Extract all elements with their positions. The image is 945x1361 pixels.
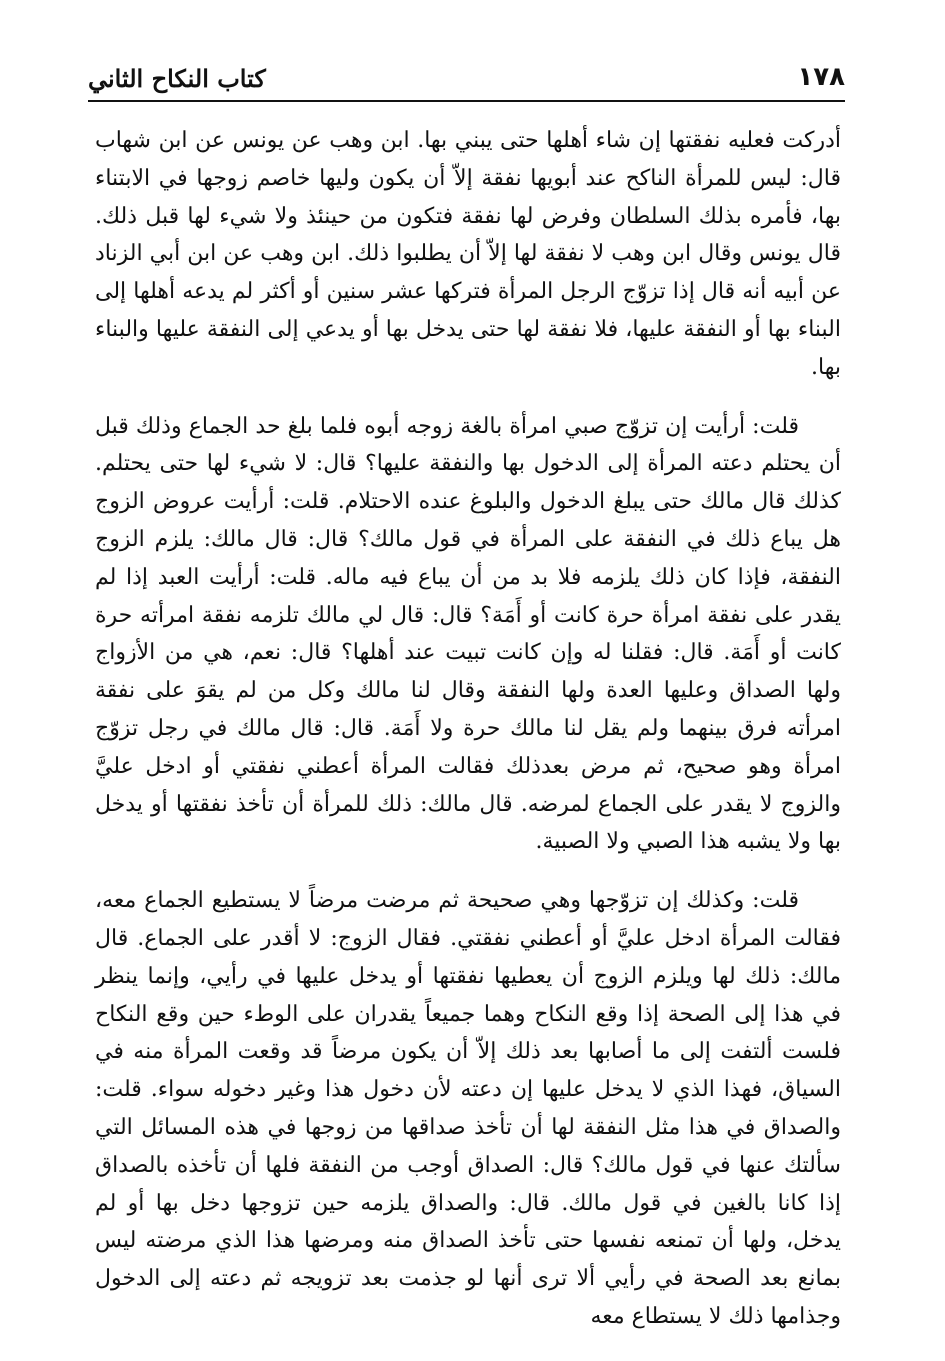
header-rule <box>88 100 845 102</box>
paragraph-3: قلت: وكذلك إن تزوّجها وهي صحيحة ثم مرضت مرضاً لا يستطيع الجماع معه، فقالت المرأة ادخل عليَّ أو أعطني نفقتي. فقال الزوج: لا أقدر على الجماع. قال مالك: ذلك لها ويلزم الزوج أن يعطيها نفقتها أو يدخل عليها في رأيي، وإنما ينظر في هذا إلى الصحة إذا وقع النكاح وهما جميعاً يقدران على الوطء حين وقع النكاح فلست ألتفت إلى ما أصابها بعد ذلك إلاّ أن يكون مرضاً قد وقعت المرأة منه في السياق، فهذا الذي لا يدخل عليها إن دعته لأن دخول هذا وغير دخوله سواء. قلت: والصداق في هذا مثل النفقة لها أن تأخذ صداقها من زوجها في هذه المسائل التي سألتك عنها في قول مالك؟ قال: الصداق أوجب من النفقة فلها أن تأخذه بالصداق إذا كانا بالغين في قول مالك. قال: والصداق يلزمه حين تزوجها دخل بها أو لم يدخل، ولها أن تمنعه نفسها حتى تأخذ الصداق منه ومرضها هذا الذي مرضته ليس بمانع بعد الصحة في رأيي ألا ترى أنها لو جذمت بعد تزويجه ثم دعته إلى الدخول وجذامها ذلك لا يستطاع معه <box>95 888 841 1329</box>
paragraph-gap <box>95 387 841 408</box>
page-header <box>88 58 845 98</box>
paragraph-1: أدركت فعليه نفقتها إن شاء أهلها حتى يبني بها. ابن وهب عن يونس عن ابن شهاب قال: ليس للمرأة الناكح عند أبويها نفقة إلاّ أن يكون وليها خاصم زوجها في الابتناء بها، فأمره بذلك السلطان وفرض لها نفقة فتكون من حينئذ ولا شيء لها قبل ذلك. قال يونس وقال ابن وهب لا نفقة لها إلاّ أن يطلبوا ذلك. ابن وهب عن ابن أبي الزناد عن أبيه أنه قال إذا تزوّج الرجل المرأة فتركها عشر سنين أو أكثر لم يدعه أهلها إلى البناء بها أو النفقة عليها، فلا نفقة لها حتى يدخل بها أو يدعي إلى النفقة عليها والبناء بها. <box>95 128 841 380</box>
running-title: كتاب النكاح الثاني <box>88 64 266 93</box>
page-number: ١٧٨ <box>797 62 845 92</box>
paragraph-gap <box>95 861 841 882</box>
paragraph-2: قلت: أرأيت إن تزوّج صبي امرأة بالغة زوجه أبوه فلما بلغ حد الجماع وذلك قبل أن يحتلم دعته المرأة إلى الدخول بها والنفقة عليها؟ قال: لا شيء لها حتى يحتلم. كذلك قال مالك حتى يبلغ الدخول والبلوغ عنده الاحتلام. قلت: أرأيت عروض الزوج هل يباع ذلك في النفقة على المرأة في قول مالك؟ قال: قال مالك: يلزم الزوج النفقة، فإذا كان ذلك يلزمه فلا بد من أن يباع فيه ماله. قلت: أرأيت العبد إذا لم يقدر على نفقة امرأة حرة كانت أو أَمَة؟ قال: قال لي مالك تلزمه نفقة امرأته حرة كانت أو أَمَة. قال: فقلنا له وإن كانت تبيت عند أهلها؟ قال: نعم، هي من الأزواج ولها الصداق وعليها العدة ولها النفقة وقال لنا مالك وكل من لم يقوَ على نفقة امرأته فرق بينهما ولم يقل لنا مالك حرة ولا أَمَة. قال: قال مالك في رجل تزوّج امرأة وهو صحيح، ثم مرض بعدذلك فقالت المرأة أعطني نفقتي أو ادخل عليَّ والزوج لا يقدر على الجماع لمرضه. قال مالك: ذلك للمرأة أن تأخذ نفقتها أو يدخل بها ولا يشبه هذا الصبي ولا الصبية. <box>95 413 841 855</box>
page-body <box>95 122 841 1336</box>
